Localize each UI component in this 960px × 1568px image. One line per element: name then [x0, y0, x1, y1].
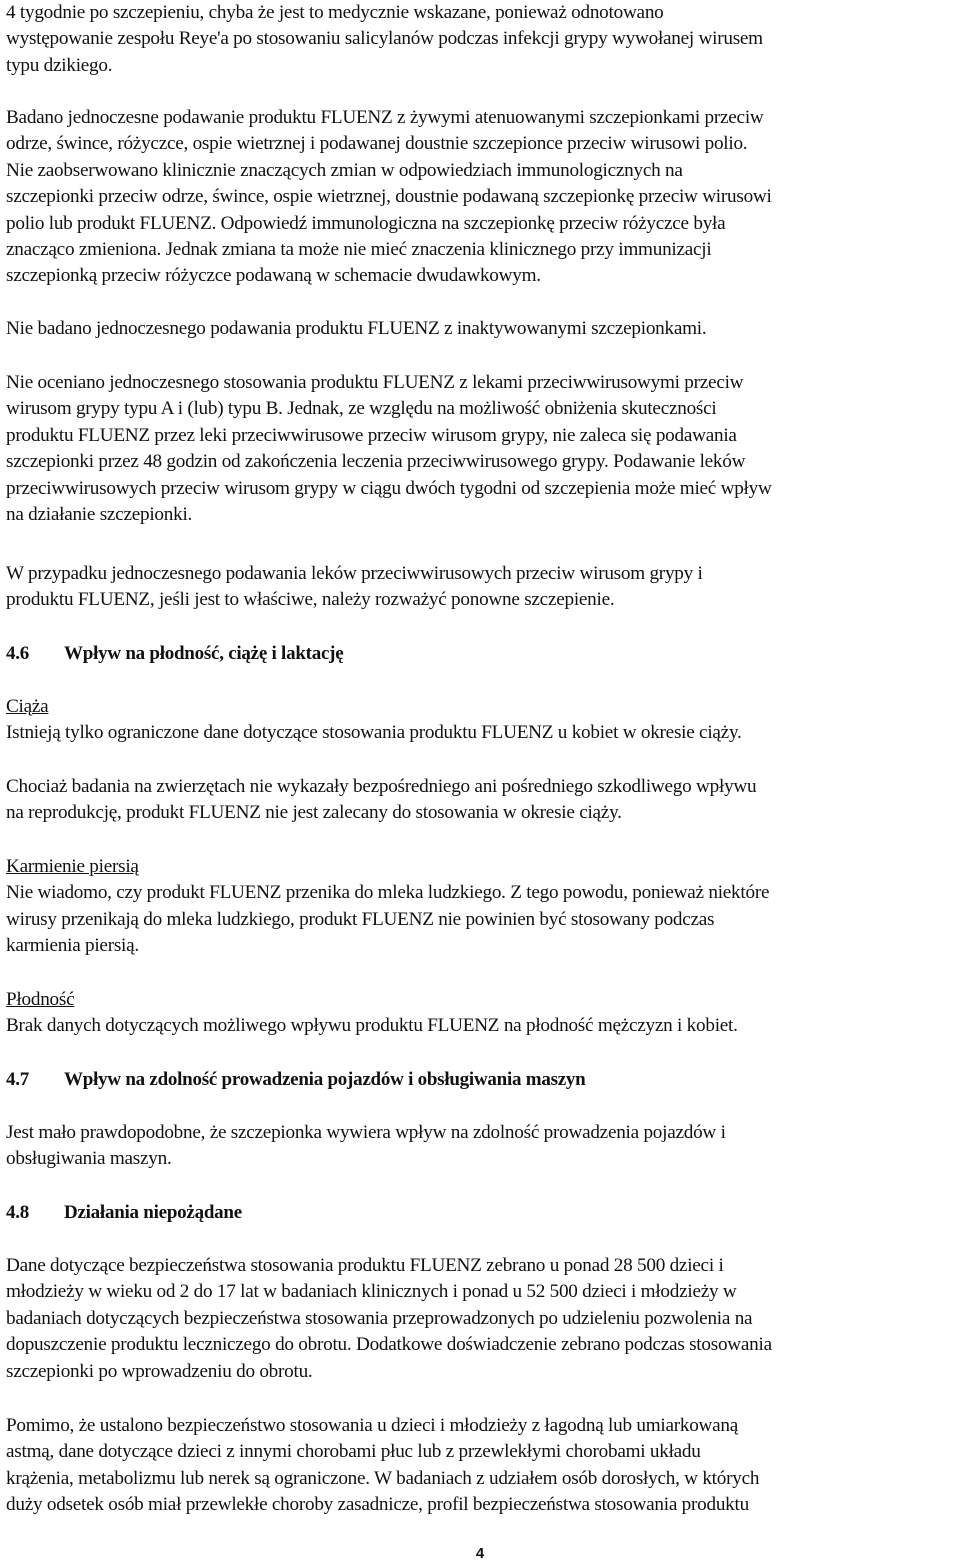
text-line: wirusom grypy typu A i (lub) typu B. Jednak, ze względu na możliwość obniżenia skuteczności	[6, 398, 717, 420]
text-line: astmą, dane dotyczące dzieci z innymi chorobami płuc lub z przewlekłymi chorobami układu	[6, 1441, 701, 1463]
section-heading-4-8	[6, 1200, 956, 1226]
text-line: produktu FLUENZ przez leki przeciwwirusowe przeciw wirusom grypy, nie zaleca się podawania	[6, 424, 737, 446]
paragraph-antivirals	[6, 370, 956, 528]
text-line: Nie badano jednoczesnego podawania produktu FLUENZ z inaktywowanymi szczepionkami.	[6, 318, 707, 339]
subheading-breastfeeding: Karmienie piersią	[6, 856, 139, 877]
text-line: odrze, śwince, różyczce, ospie wietrznej i podawanej doustnie szczepionce przeciw wirusowi polio.	[6, 133, 748, 155]
subsection-fertility	[6, 987, 956, 1040]
text-line: W przypadku jednoczesnego podawania leków przeciwwirusowych przeciw wirusom grypy i	[6, 563, 703, 584]
text-line: szczepionką przeciw różyczce podawaną w schemacie dwudawkowym.	[6, 265, 541, 287]
section-heading-4-6	[6, 641, 956, 667]
text-line: produktu FLUENZ, jeśli jest to właściwe, należy rozważyć ponowne szczepienie.	[6, 589, 615, 611]
text-line: szczepionki po wprowadzeniu do obrotu.	[6, 1360, 313, 1382]
text-line: Pomimo, że ustalono bezpieczeństwo stosowania u dzieci i młodzieży z łagodną lub umiarkowaną	[6, 1415, 739, 1436]
section-number: 4.6	[6, 643, 29, 664]
text-line: szczepionki przez 48 godzin od zakończenia leczenia przeciwwirusowego grypy. Podawanie leków	[6, 451, 746, 473]
text-line: Nie wiadomo, czy produkt FLUENZ przenika do mleka ludzkiego. Z tego powodu, ponieważ niektóre	[6, 882, 770, 904]
subheading-fertility: Płodność	[6, 989, 75, 1010]
text-line: typu dzikiego.	[6, 54, 113, 76]
paragraph-animal-studies	[6, 774, 956, 827]
subheading-pregnancy: Ciąża	[6, 696, 49, 717]
section-title: Działania niepożądane	[64, 1202, 242, 1223]
text-line: 4 tygodnie po szczepieniu, chyba że jest to medycznie wskazane, ponieważ odnotowano	[6, 2, 664, 23]
section-title: Wpływ na płodność, ciążę i laktację	[64, 643, 344, 664]
text-line: na reprodukcję, produkt FLUENZ nie jest zalecany do stosowania w okresie ciąży.	[6, 802, 622, 824]
text-line: badaniach dotyczących bezpieczeństwa stosowania przeprowadzonych po udzieleniu pozwolenia na	[6, 1307, 753, 1329]
paragraph-inactivated-vaccines	[6, 316, 956, 342]
text-line: krążenia, metabolizmu lub nerek są ograniczone. W badaniach z udziałem osób dorosłych, w których	[6, 1467, 760, 1489]
text-line: przeciwwirusowych przeciw wirusom grypy w ciągu dwóch tygodni od szczepienia może mieć wpływ	[6, 477, 772, 499]
text-line: Jest mało prawdopodobne, że szczepionka wywiera wpływ na zdolność prowadzenia pojazdów i	[6, 1122, 726, 1143]
text-line: Chociaż badania na zwierzętach nie wykazały bezpośredniego ani pośredniego szkodliwego wpływu	[6, 776, 757, 797]
text-line: Dane dotyczące bezpieczeństwa stosowania produktu FLUENZ zebrano u ponad 28 500 dzieci i	[6, 1255, 724, 1276]
paragraph-live-vaccines	[6, 105, 956, 290]
text-line: na działanie szczepionki.	[6, 504, 193, 526]
paragraph-asthma	[6, 1413, 956, 1519]
subsection-pregnancy	[6, 694, 956, 747]
section-number: 4.7	[6, 1069, 29, 1090]
paragraph-revaccination	[6, 561, 956, 614]
text-line: znacząco zmieniona. Jednak zmiana ta może nie mieć znaczenia klinicznego przy immunizacji	[6, 239, 712, 261]
text-line: Nie oceniano jednoczesnego stosowania produktu FLUENZ z lekami przeciwwirusowymi przeciw	[6, 372, 744, 393]
paragraph-safety-data	[6, 1253, 956, 1385]
text-line: Brak danych dotyczących możliwego wpływu produktu FLUENZ na płodność mężczyzn i kobiet.	[6, 1015, 738, 1037]
section-title: Wpływ na zdolność prowadzenia pojazdów i obsługiwania maszyn	[64, 1069, 586, 1090]
paragraph-reye-syndrome	[6, 0, 956, 79]
text-line: szczepionki przeciw odrze, śwince, ospie wietrznej, doustnie podawaną szczepionkę przeciw wirusowi	[6, 186, 772, 208]
subsection-breastfeeding	[6, 854, 956, 960]
text-line: karmienia piersią.	[6, 935, 139, 957]
text-line: duży odsetek osób miał przewlekłe choroby zasadnicze, profil bezpieczeństwa stosowania produktu	[6, 1494, 749, 1516]
page-number: 4	[475, 1545, 485, 1562]
text-line: dopuszczenie produktu leczniczego do obrotu. Dodatkowe doświadczenie zebrano podczas stosowania	[6, 1334, 772, 1356]
text-line: Istnieją tylko ograniczone dane dotyczące stosowania produktu FLUENZ u kobiet w okresie ciąży.	[6, 722, 742, 744]
paragraph-driving	[6, 1120, 956, 1173]
text-line: obsługiwania maszyn.	[6, 1148, 172, 1170]
text-line: Badano jednoczesne podawanie produktu FLUENZ z żywymi atenuowanymi szczepionkami przeciw	[6, 107, 764, 128]
section-number: 4.8	[6, 1202, 29, 1223]
text-line: Nie zaobserwowano klinicznie znaczących zmian w odpowiedziach immunologicznych na	[6, 159, 683, 181]
text-line: występowanie zespołu Reye'a po stosowaniu salicylanów podczas infekcji grypy wywołanej wirusem	[6, 28, 763, 50]
text-line: młodzieży w wieku od 2 do 17 lat w badaniach klinicznych i ponad u 52 500 dzieci i młodzieży w	[6, 1281, 737, 1303]
text-line: polio lub produkt FLUENZ. Odpowiedź immunologiczna na szczepionkę przeciw różyczce była	[6, 212, 726, 234]
section-heading-4-7	[6, 1067, 956, 1093]
text-line: wirusy przenikają do mleka ludzkiego, produkt FLUENZ nie powinien być stosowany podczas	[6, 908, 715, 930]
